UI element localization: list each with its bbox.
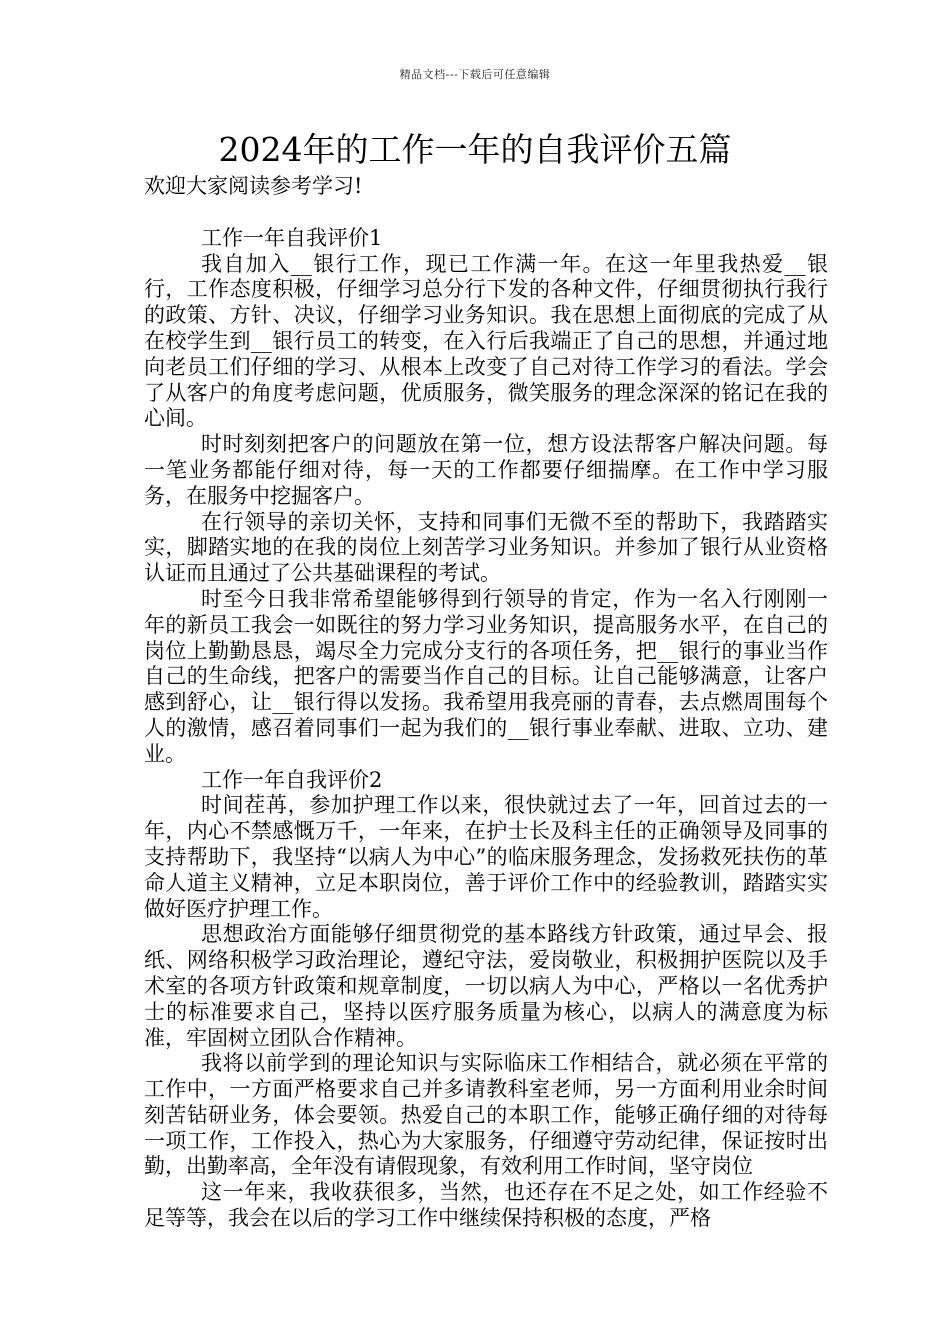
document-body <box>144 174 828 1232</box>
paragraph: 时时刻刻把客户的问题放在第一位，想方设法帮客户解决问题。每一笔业务都能仔细对待，每一天的工作都要仔细揣摩。在工作中学习服务，在服务中挖掘客户。 <box>144 432 828 508</box>
header-note: 精品文档---下载后可任意编辑 <box>399 68 551 81</box>
paragraph: 这一年来，我收获很多，当然，也还存在不足之处，如工作经验不足等等，我会在以后的学习工作中继续保持积极的态度，严格 <box>144 1180 828 1231</box>
document-title: 2024年的工作一年的自我评价五篇 <box>218 130 732 169</box>
paragraph: 时至今日我非常希望能够得到行领导的肯定，作为一名入行刚刚一年的新员工我会一如既往的努力学习业务知识，提高服务水平，在自己的岗位上勤勤恳恳，竭尽全力完成分支行的各项任务，把__银行的事业当作自己的生命线，把客户的需要当作自己的目标。让自己能够满意，让客户感到舒心，让__银行得以发扬。我希望用我亮丽的青春，去点燃周围每个人的激情，感召着同事们一起为我们的__银行事业奉献、进取、立功、建业。 <box>144 586 828 766</box>
greeting-line: 欢迎大家阅读参考学习! <box>144 174 363 198</box>
paragraph: 在行领导的亲切关怀，支持和同事们无微不至的帮助下，我踏踏实实，脚踏实地的在我的岗位上刻苦学习业务知识。并参加了银行从业资格认证而且通过了公共基础课程的考试。 <box>144 509 828 586</box>
paragraph: 我将以前学到的理论知识与实际临床工作相结合，就必须在平常的工作中，一方面严格要求自己并多请教科室老师，另一方面利用业余时间刻苦钻研业务，体会要领。热爱自己的本职工作，能够正确仔细的对待每一项工作，工作投入，热心为大家服务，仔细遵守劳动纪律，保证按时出勤，出勤率高，全年没有请假现象，有效利用工作时间，坚守岗位 <box>144 1051 828 1179</box>
section-heading: 工作一年自我评价1 <box>201 225 383 250</box>
section-heading: 工作一年自我评价2 <box>201 767 383 792</box>
paragraph: 思想政治方面能够仔细贯彻党的基本路线方针政策，通过早会、报纸、网络积极学习政治理论，遵纪守法，爱岗敬业，积极拥护医院以及手术室的各项方针政策和规章制度，一切以病人为中心，严格以一名优秀护士的标准要求自己，坚持以医疗服务质量为核心，以病人的满意度为标准，牢固树立团队合作精神。 <box>144 922 828 1050</box>
paragraph: 我自加入__银行工作，现已工作满一年。在这一年里我热爱__银行，工作态度积极，仔细学习总分行下发的各种文件，仔细贯彻执行我行的政策、方针、决议，仔细学习业务知识。我在思想上面彻底的完成了从在校学生到__银行员工的转变，在入行后我端正了自己的思想，并通过地向老员工们仔细的学习、从根本上改变了自己对待工作学习的看法。学会了从客户的角度考虑问题，优质服务，微笑服务的理念深深的铭记在我的心间。 <box>144 251 828 431</box>
paragraph: 时间茬苒，参加护理工作以来，很快就过去了一年，回首过去的一年，内心不禁感慨万千，一年来，在护士长及科主任的正确领导及同事的支持帮助下，我坚持“以病人为中心”的临床服务理念，发扬救死扶伤的革命人道主义精神，立足本职岗位，善于评价工作中的经验教训，踏踏实实做好医疗护理工作。 <box>144 793 828 921</box>
